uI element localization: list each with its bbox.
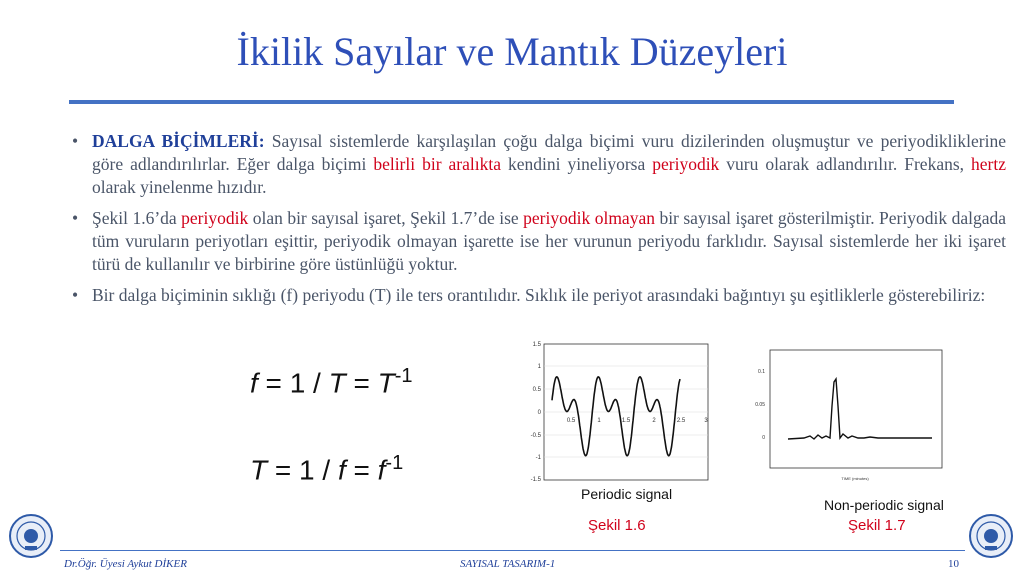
formula-part: f [377, 454, 386, 486]
y-tick: 1 [537, 364, 541, 370]
formula-exponent: -1 [385, 452, 404, 474]
university-logo-right [968, 513, 1014, 559]
university-logo-left [8, 513, 54, 559]
title-divider [69, 100, 954, 104]
y-tick: 0.5 [532, 387, 541, 393]
y-tick-labels [531, 342, 542, 483]
bullet-text: olan bir sayısal işaret, Şekil 1.7’de ise [248, 208, 524, 228]
y-tick: -1 [535, 455, 541, 461]
x-axis-label: TIME (minutes) [841, 476, 869, 481]
formula-part: f [337, 454, 346, 486]
x-tick: 1 [597, 418, 601, 424]
bullet-text: vuru olarak adlandırılır. Frekans, [719, 154, 972, 174]
formula-exponent: -1 [394, 365, 413, 387]
highlight-text: belirli bir aralıkta [373, 154, 501, 174]
figure-1-7-label: Şekil 1.7 [848, 517, 906, 534]
x-tick: 2.5 [676, 418, 686, 424]
nonperiodic-signal-plot [748, 346, 948, 496]
slide-title: İkilik Sayılar ve Mantık Düzeyleri [236, 29, 788, 74]
formula-part: T [377, 367, 395, 399]
formula-part: = 1 / [267, 454, 338, 486]
highlight-text: hertz [971, 154, 1006, 174]
highlight-text: periyodik olmayan [523, 208, 655, 228]
footer-author: Dr.Öğr. Üyesi Aykut DİKER [64, 558, 187, 570]
bullet-text: Bir dalga biçiminin sıklığı (f) periyodu (T) ile ters orantılıdır. Sıklık ile periyot arasındaki bağıntıyı şu eşitliklerle gösterebiliriz: [92, 285, 986, 305]
highlight-text: periyodik [181, 208, 249, 228]
footer-course: SAYISAL TASARIM-1 [460, 558, 556, 570]
bullet-text: Sayısal sistemlerde karşılaşılan çoğu dalga biçimi vuru dizilerinden oluşmuştur ve periyodikliklerine göre adlandırılırlar. Eğer dalga biçimi [92, 131, 1006, 174]
y-tick: 0.1 [758, 369, 765, 375]
plot-frame [770, 350, 942, 468]
periodic-caption: Periodic signal [581, 486, 673, 502]
formula-part: = [345, 454, 378, 486]
bullet-figures [70, 207, 1006, 276]
formula-part: T [328, 367, 346, 399]
y-tick: 0 [762, 435, 765, 441]
figure-1-6-label: Şekil 1.6 [588, 517, 646, 534]
footer-divider [60, 550, 965, 551]
bullet-waveforms [70, 130, 1006, 199]
y-tick: 0.05 [755, 402, 765, 408]
nonperiodic-caption: Non-periodic signal [824, 497, 944, 513]
bullet-text: kendini yineliyorsa [501, 154, 653, 174]
formula-part: = 1 / [257, 367, 329, 399]
highlight-text: periyodik [652, 154, 720, 174]
bullet-text: Şekil 1.6’da [92, 208, 182, 228]
x-tick: 3 [704, 418, 708, 424]
formula-part: f [250, 367, 258, 399]
page-number: 10 [948, 558, 959, 570]
periodic-signal-plot [518, 338, 718, 486]
formula-part: = [345, 367, 378, 399]
y-tick: 0 [537, 410, 541, 416]
bullet-heading: DALGA BİÇİMLERİ: [92, 131, 265, 151]
y-tick: 1.5 [532, 342, 541, 348]
bullet-text: bir sayısal işaret gösterilmiştir. Periyodik dalgada tüm vuruların periyotları eşittir, periyodik olmayan işarette ise her vurunun periyodu farklıdır. Sayısal sistemlerde her iki işaret türü de kullanılır ve birbirine göre üstünlüğü yoktur. [92, 208, 1006, 274]
x-tick: 1.5 [621, 418, 631, 424]
formula-frequency [250, 365, 413, 399]
x-tick: 2 [652, 418, 656, 424]
bullet-text: olarak yinelenme hızıdır. [92, 177, 267, 197]
formula-period [250, 452, 403, 486]
x-tick: 0.5 [566, 418, 576, 424]
y-tick: -0.5 [530, 433, 541, 439]
formula-part: T [250, 454, 268, 486]
bullet-frequency [70, 284, 1006, 307]
bullet-list [70, 130, 1006, 315]
y-tick-labels [755, 369, 765, 441]
y-tick: -1.5 [530, 477, 541, 483]
